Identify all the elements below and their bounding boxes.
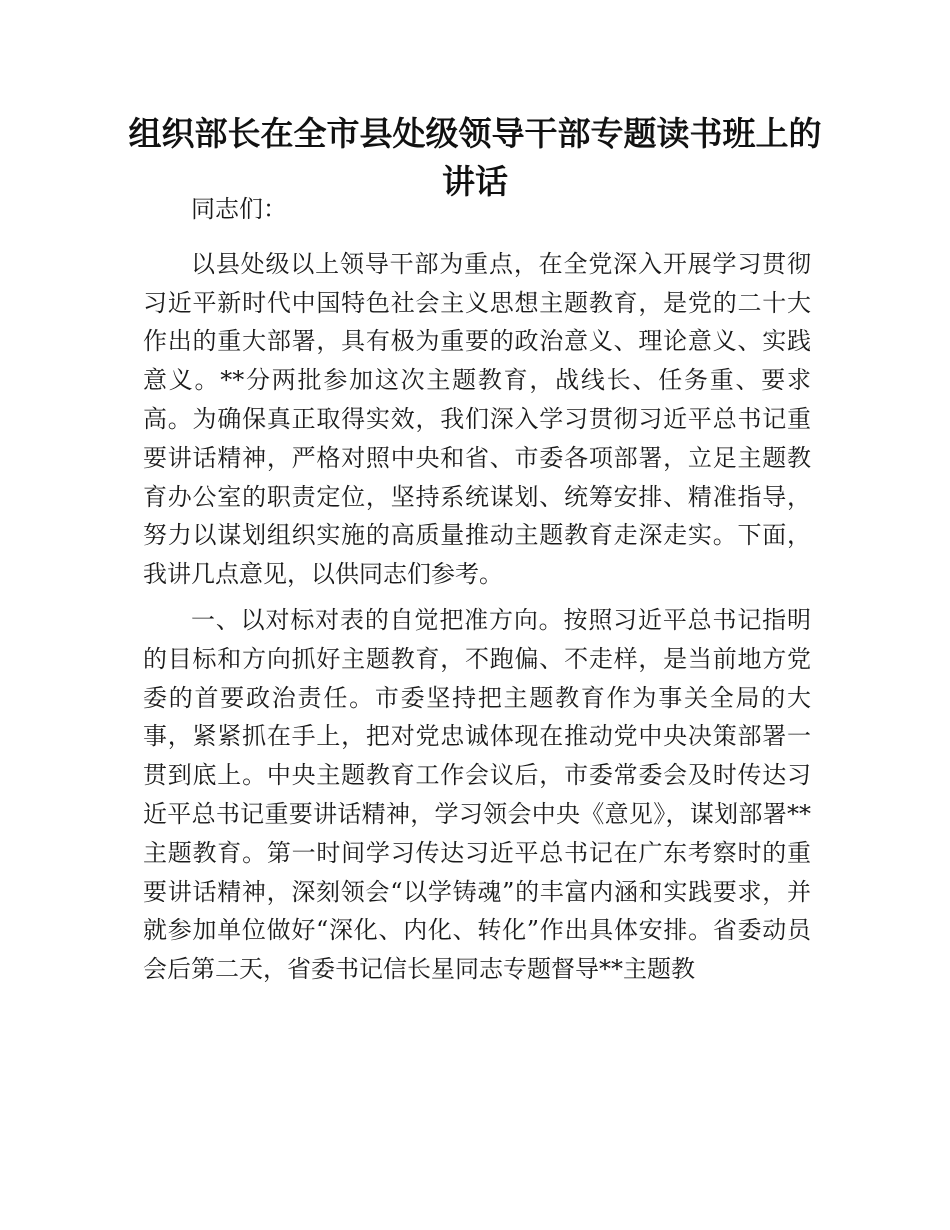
salutation: 同志们： xyxy=(191,195,287,223)
paragraph-section-one: 一、以对标对表的自觉把准方向。按照习近平总书记指明的目标和方向抓好主题教育，不跑偏、不走样，是当前地方党委的首要政治责任。市委坚持把主题教育作为事关全局的大事，紧紧抓在手上，把对党忠诚体现在推动党中央决策部署一贯到底上。中央主题教育工作会议后，市委常委会及时传达习近平总书记重要讲话精神，学习领会中央《意见》，谋划部署**主题教育。第一时间学习传达习近平总书记在广东考察时的重要讲话精神，深刻领会“以学铸魂”的丰富内涵和实践要求，并就参加单位做好“深化、内化、转化”作出具体安排。省委动员会后第二天，省委书记信长星同志专题督导**主题教 xyxy=(143,605,811,984)
paragraph-intro: 以县处级以上领导干部为重点，在全党深入开展学习贯彻习近平新时代中国特色社会主义思想主题教育，是党的二十大作出的重大部署，具有极为重要的政治意义、理论意义、实践意义。**分两批参加这次主题教育，战线长、任务重、要求高。为确保真正取得实效，我们深入学习贯彻习近平总书记重要讲话精神，严格对照中央和省、市委各项部署，立足主题教育办公室的职责定位，坚持系统谋划、统筹安排、精准指导，努力以谋划组织实施的高质量推动主题教育走深走实。下面，我讲几点意见，以供同志们参考。 xyxy=(143,249,811,589)
document-title: 组织部长在全市县处级领导干部专题读书班上的讲话 xyxy=(128,114,822,201)
document-body xyxy=(143,190,811,996)
